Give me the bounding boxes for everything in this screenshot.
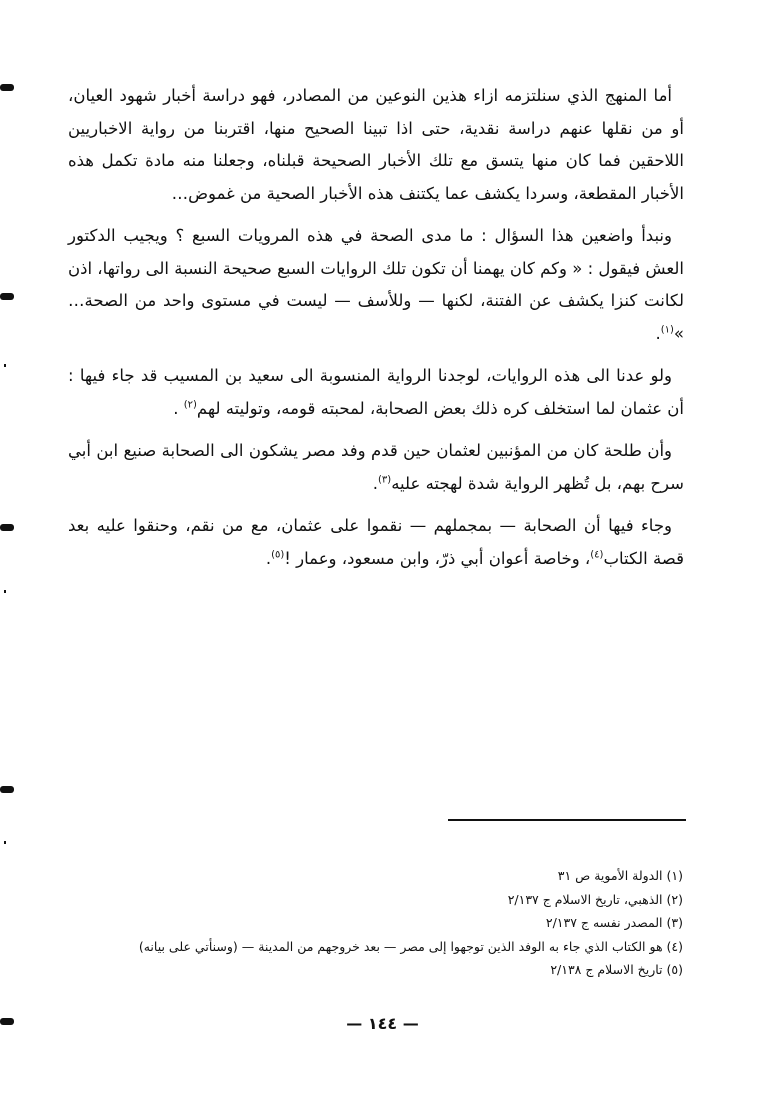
- footnotes: [60, 864, 683, 982]
- paragraph-1: [68, 80, 684, 210]
- footnote-divider: [448, 819, 686, 821]
- paragraph-1-text: أما المنهج الذي سنلتزمه ازاء هذين النوعين من المصادر، فهو دراسة أخبار شهود العيان، أو من نقلها عنهم دراسة نقدية، حتى اذا تبينا الصحيح منها، اقتربنا من رواية الاخباريين اللاحقين فما كان منها يتسق مع تلك الأخبار الصحيحة قبلناه، وجعلنا منه مادة تكمل هذه الأخبار المقطعة، وسردا يكشف عما يكتنف هذه الأخبار الصحية من غموض…: [68, 86, 684, 203]
- paragraph-3-text: ولو عدنا الى هذه الروايات، لوجدنا الرواية المنسوبة الى سعيد بن المسيب قد جاء فيها : أن عثمان لما استخلف كره ذلك بعض الصحابة، لمحبته قومه، وتوليته لهم: [68, 366, 684, 418]
- footnote-5: (٥) تاريخ الاسلام ج ٢/١٣٨: [550, 962, 683, 977]
- scan-artifact: [0, 293, 14, 300]
- page-number: — ١٤٤ —: [346, 1014, 419, 1033]
- scan-artifact: [4, 590, 6, 593]
- paragraph-5-tail: ، وخاصة أعوان أبي ذرّ، وابن مسعود، وعمار !: [284, 548, 591, 568]
- scan-artifact: [0, 1018, 14, 1025]
- footnote-2: (٢) الذهبي، تاريخ الاسلام ج ٢/١٣٧: [507, 891, 683, 907]
- scan-artifact: [4, 841, 6, 844]
- note-ref-1: (١): [660, 324, 674, 335]
- note-ref-4: (٤): [590, 549, 604, 560]
- footnote-4: (٤) هو الكتاب الذي جاء به الوفد الذين توجهوا إلى مصر — بعد خروجهم من المدينة — (وسنأتي على بيانه): [138, 938, 683, 954]
- note-ref-2: (٢): [183, 399, 197, 410]
- paragraph-2: ونبدأ واضعين هذا السؤال : ما مدى الصحة في هذه المرويات السبع ؟ ويجيب الدكتور العش فيقول : « وكم كان يهمنا أن تكون تلك الروايات السبع صحيحة النسبة الى رواتها، اذن لكانت كنزا يكشف عن الفتنة، لكنها — وللأسف — ليست في مستوى واحد من الصحة… »$^{(١)}$.: [68, 226, 684, 343]
- paragraph-2-text: ونبدأ واضعين هذا السؤال : ما مدى الصحة في هذه المرويات السبع ؟ ويجيب الدكتور العش فيقول : « وكم كان يهمنا أن تكون تلك الروايات السبع صحيحة النسبة الى رواتها، اذن لكانت كنزا يكشف عن الفتنة، لكنها — وللأسف — ليست في مستوى واحد من الصحة… »: [68, 226, 684, 343]
- note-ref-3: (٣): [378, 474, 392, 485]
- footnote-1: (١) الدولة الأموية ص ٣١: [557, 868, 683, 883]
- scan-artifact: [0, 524, 14, 531]
- scan-artifact: [4, 364, 6, 367]
- scan-artifact: [0, 84, 14, 91]
- paragraph-5-head: وجاء فيها أن الصحابة — بمجملهم — نقموا على عثمان، مع من نقم، وحنقوا عليه بعد قصة الكتاب: [68, 516, 684, 568]
- paragraph-3: ولو عدنا الى هذه الروايات، لوجدنا الرواية المنسوبة الى سعيد بن المسيب قد جاء فيها : أن عثمان لما استخلف كره ذلك بعض الصحابة، لمحبته قومه، وتوليته لهم$^{(٢)}$ .: [68, 366, 684, 418]
- body-text: [68, 80, 684, 585]
- paragraph-4-text: وأن طلحة كان من المؤنبين لعثمان حين قدم وفد مصر يشكون الى الصحابة صنيع ابن أبي سرح بهم، بل تُظهر الرواية شدة لهجته عليه: [68, 441, 684, 493]
- paragraph-4: وأن طلحة كان من المؤنبين لعثمان حين قدم وفد مصر يشكون الى الصحابة صنيع ابن أبي سرح بهم، بل تُظهر الرواية شدة لهجته عليه$^{(٣)}$.: [68, 441, 684, 493]
- note-ref-5: (٥): [271, 549, 285, 560]
- footnote-3: (٣) المصدر نفسه ج ٢/١٣٧: [545, 915, 683, 930]
- paragraph-5: وجاء فيها أن الصحابة — بمجملهم — نقموا على عثمان، مع من نقم، وحنقوا عليه بعد قصة الكتاب$^{(٤)}$، وخاصة أعوان أبي ذرّ، وابن مسعود، وعمار !$^{(٥)}$.: [68, 516, 684, 568]
- scan-artifact: [0, 786, 14, 793]
